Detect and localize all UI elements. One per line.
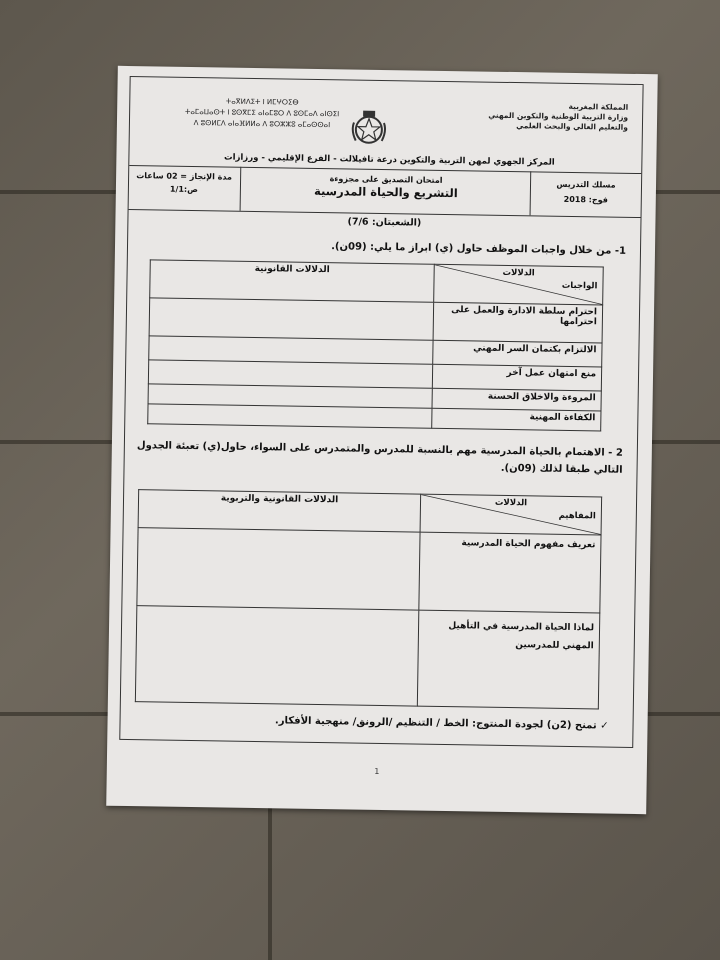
letterhead xyxy=(129,77,642,174)
table-row-label: احترام سلطة الادارة والعمل على احترامها xyxy=(433,302,603,343)
track-cell xyxy=(530,171,642,217)
table-row-label: لماذا الحياة المدرسية في التأهيل المهني للمدرسين xyxy=(417,610,599,709)
exam-title: امتحان التصديق على مجزوءة xyxy=(329,174,443,185)
diagonal-header-cell xyxy=(420,494,602,535)
presentation-note: ✓ تمنح (2ن) لجودة المنتوج: الخط / التنظيم /الرونق/ منهجية الأفكار. xyxy=(274,715,609,732)
kingdom-name: المملكة المغربية xyxy=(568,101,629,112)
column-heading-meanings: الدلالات xyxy=(494,497,528,509)
diagonal-header-cell xyxy=(434,264,604,305)
tifinagh-line: ⵜⴰⵎⴰⵡⴰⵙⵜ ⵏ ⵓⵙⴳⵎⵉ ⴰⵏⴰⵎⵓⵔ ⴷ ⵓⵙⵎⴰⴷ ⴰⵏⵙⵉⵏ xyxy=(184,107,340,119)
duration-cell xyxy=(129,165,240,211)
ministry-block xyxy=(438,100,628,133)
exam-sheet xyxy=(106,66,658,814)
table-row-label: المروءة والاخلاق الحسنة xyxy=(432,388,601,411)
duties-table xyxy=(147,259,604,431)
table-row-label: الكفاءة المهنية xyxy=(432,408,601,431)
question-1: 1- من خلال واجبات الموظف حاول (ي) ابراز ما يلي: (09ن). xyxy=(331,241,627,257)
tile-seam xyxy=(268,800,272,960)
row-heading-concepts: المفاهيم xyxy=(558,510,596,522)
tifinagh-line: ⴷ ⵓⵙⵍⵎⴷ ⴰⵏⴰⴼⵍⵍⴰ ⴷ ⵓⵔⵣⵣⵓ ⴰⵎⴰⵙⵙⴰⵏ xyxy=(193,119,331,130)
duration: مدة الإنجاز = 02 ساعات xyxy=(136,171,233,182)
track-label: مسلك التدريس xyxy=(556,179,616,190)
table-row-label: منع امتهان عمل آخر xyxy=(432,364,601,391)
row-heading-duties: الواجبات xyxy=(561,280,598,292)
cohort: فوج: 2018 xyxy=(563,194,609,205)
tifinagh-line: ⵜⴰⴳⵍⴷⵉⵜ ⵏ ⵍⵎⵖⵔⵉⴱ xyxy=(225,97,299,107)
table-row-label: الالتزام بكتمان السر المهني xyxy=(433,340,602,367)
subject-title: التشريع والحياة المدرسية xyxy=(313,183,458,201)
answer-cell[interactable] xyxy=(135,606,418,706)
column-heading-legal-educational: الدلالات القانونية والتربوية xyxy=(138,490,421,532)
answer-cell[interactable] xyxy=(137,528,420,610)
page-number: 1 xyxy=(374,766,380,776)
ministry-name: وزارة التربية الوطنية والتكوين المهني xyxy=(488,110,629,122)
credits-line: (الشعبتان: 7/6) xyxy=(347,216,422,229)
subject-cell xyxy=(240,167,532,216)
table-row-label: تعريف مفهوم الحياة المدرسية xyxy=(419,532,601,613)
school-life-table xyxy=(135,489,602,709)
column-heading-meanings: الدلالات xyxy=(502,267,535,279)
answer-cell[interactable] xyxy=(148,404,432,428)
page-frame xyxy=(119,76,643,748)
page-count: ص:1/1 xyxy=(169,184,198,195)
answer-cell[interactable] xyxy=(149,298,434,340)
ministry-name-line2: والتعليم العالي والبحث العلمي xyxy=(516,121,629,132)
tifinagh-header xyxy=(172,96,352,132)
question-2-line: التالي طبقا لذلك (09ن). xyxy=(500,462,623,476)
question-2 xyxy=(137,437,623,479)
regional-centre: المركز الجهوي لمهن التربية والتكوين درعة تافيلالت - الفرع الإقليمي - ورزازات xyxy=(223,152,555,168)
question-2-line: 2 - الاهتمام بالحياة المدرسية مهم بالنسبة للمدرس والمتمدرس على السواء، حاول(ي) تعبئة الجدول xyxy=(136,440,623,459)
column-heading-legal: الدلالات القانونية xyxy=(150,260,435,302)
exam-info-row xyxy=(129,165,642,218)
coat-of-arms-icon xyxy=(348,108,391,151)
